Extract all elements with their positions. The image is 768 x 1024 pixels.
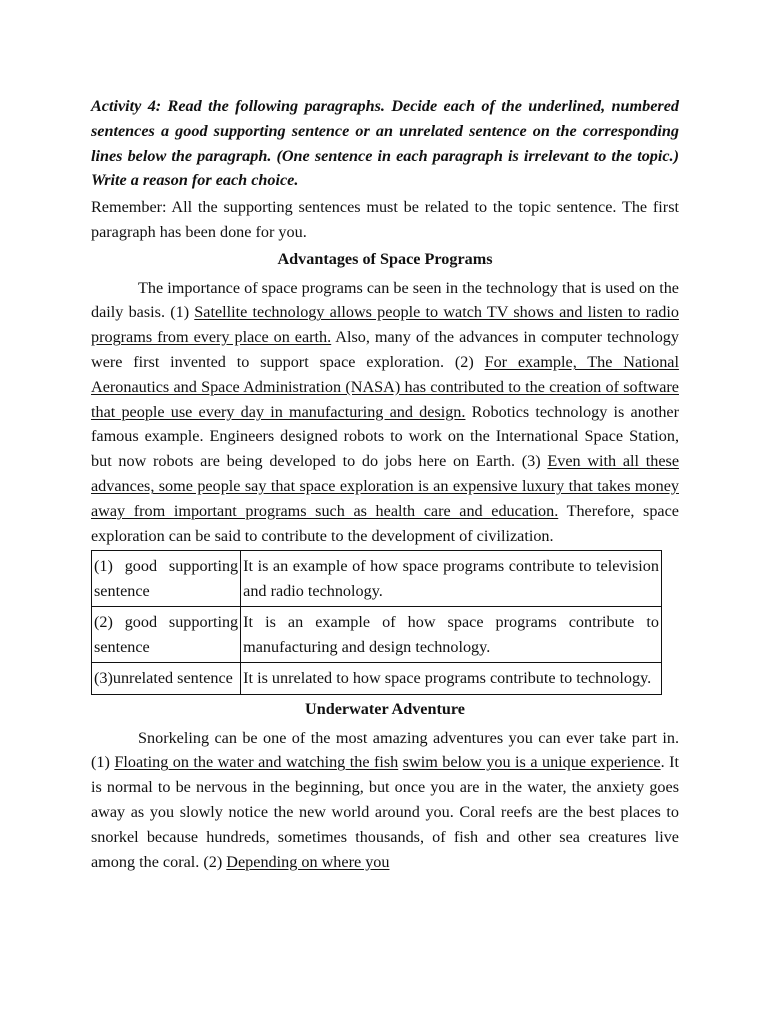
table-row (92, 607, 662, 663)
text-segment: . It is normal to be nervous in the beginning, but once you are in the water, the anxiety goes away as you slowly notice the new world around you. Coral reefs are the best places to snorkel because hundreds, sometimes thousands, of fish and other sea creatures live among the coral. (2) (91, 753, 679, 871)
text-segment: Also, many of the advances in computer technology were first invented to support space exploration. (2) (91, 328, 679, 371)
row-reason: It is an example of how space programs contribute to manufacturing and design technology. (241, 607, 662, 663)
underlined-sentence-2: For example, The National Aeronautics and Space Administration (NASA) has contributed to the creation of software that people use every day in manufacturing and design. (91, 352, 679, 421)
answer-table (91, 550, 662, 695)
row-label: (2) good supporting sentence (92, 607, 241, 663)
text-segment: The importance of space programs can be seen in the technology that is used on the daily basis. (1) (91, 278, 679, 322)
paragraph-space-programs (91, 276, 679, 549)
section-title-space: Advantages of Space Programs (277, 249, 493, 268)
row-label: (3)unrelated sentence (92, 663, 241, 695)
text-segment: Snorkeling can be one of the most amazing adventures you can ever take part in. (1) (91, 728, 679, 772)
paragraph-underwater (91, 726, 679, 875)
section-title-underwater: Underwater Adventure (305, 699, 465, 718)
underlined-sentence-3: Even with all these advances, some people say that space exploration is an expensive luxury that takes money away from important programs such as health care and education. (91, 452, 680, 520)
row-label: (1) good supporting sentence (92, 551, 241, 607)
underlined-sentence-2: Depending on where you (226, 852, 390, 871)
underlined-sentence-1a: Floating on the water and watching the fish (114, 753, 399, 772)
row-reason: It is an example of how space programs contribute to television and radio technology. (241, 551, 662, 607)
underlined-sentence-1b: swim below you is a unique experience (402, 753, 661, 772)
text-segment: Therefore, space exploration can be said to contribute to the development of civilization. (91, 501, 679, 545)
table-row (92, 663, 662, 695)
row-reason: It is unrelated to how space programs contribute to technology. (241, 663, 662, 695)
table-row (92, 551, 662, 607)
remember-note: Remember: All the supporting sentences must be related to the topic sentence. The first paragraph has been done for you. (91, 198, 679, 241)
activity-instructions: Activity 4: Read the following paragraphs. Decide each of the underlined, numbered sentences a good supporting sentence or an unrelated sentence on the corresponding lines below the paragraph. (One sentence in each paragraph is irrelevant to the topic.) Write a reason for each choice. (91, 97, 679, 190)
underlined-sentence-1: Satellite technology allows people to watch TV shows and listen to radio programs from every place on earth. (91, 303, 679, 347)
text-segment: Robotics technology is another famous example. Engineers designed robots to work on the International Space Station, but now robots are being developed to do jobs here on Earth. (3) (91, 402, 680, 471)
document-page (91, 94, 679, 874)
